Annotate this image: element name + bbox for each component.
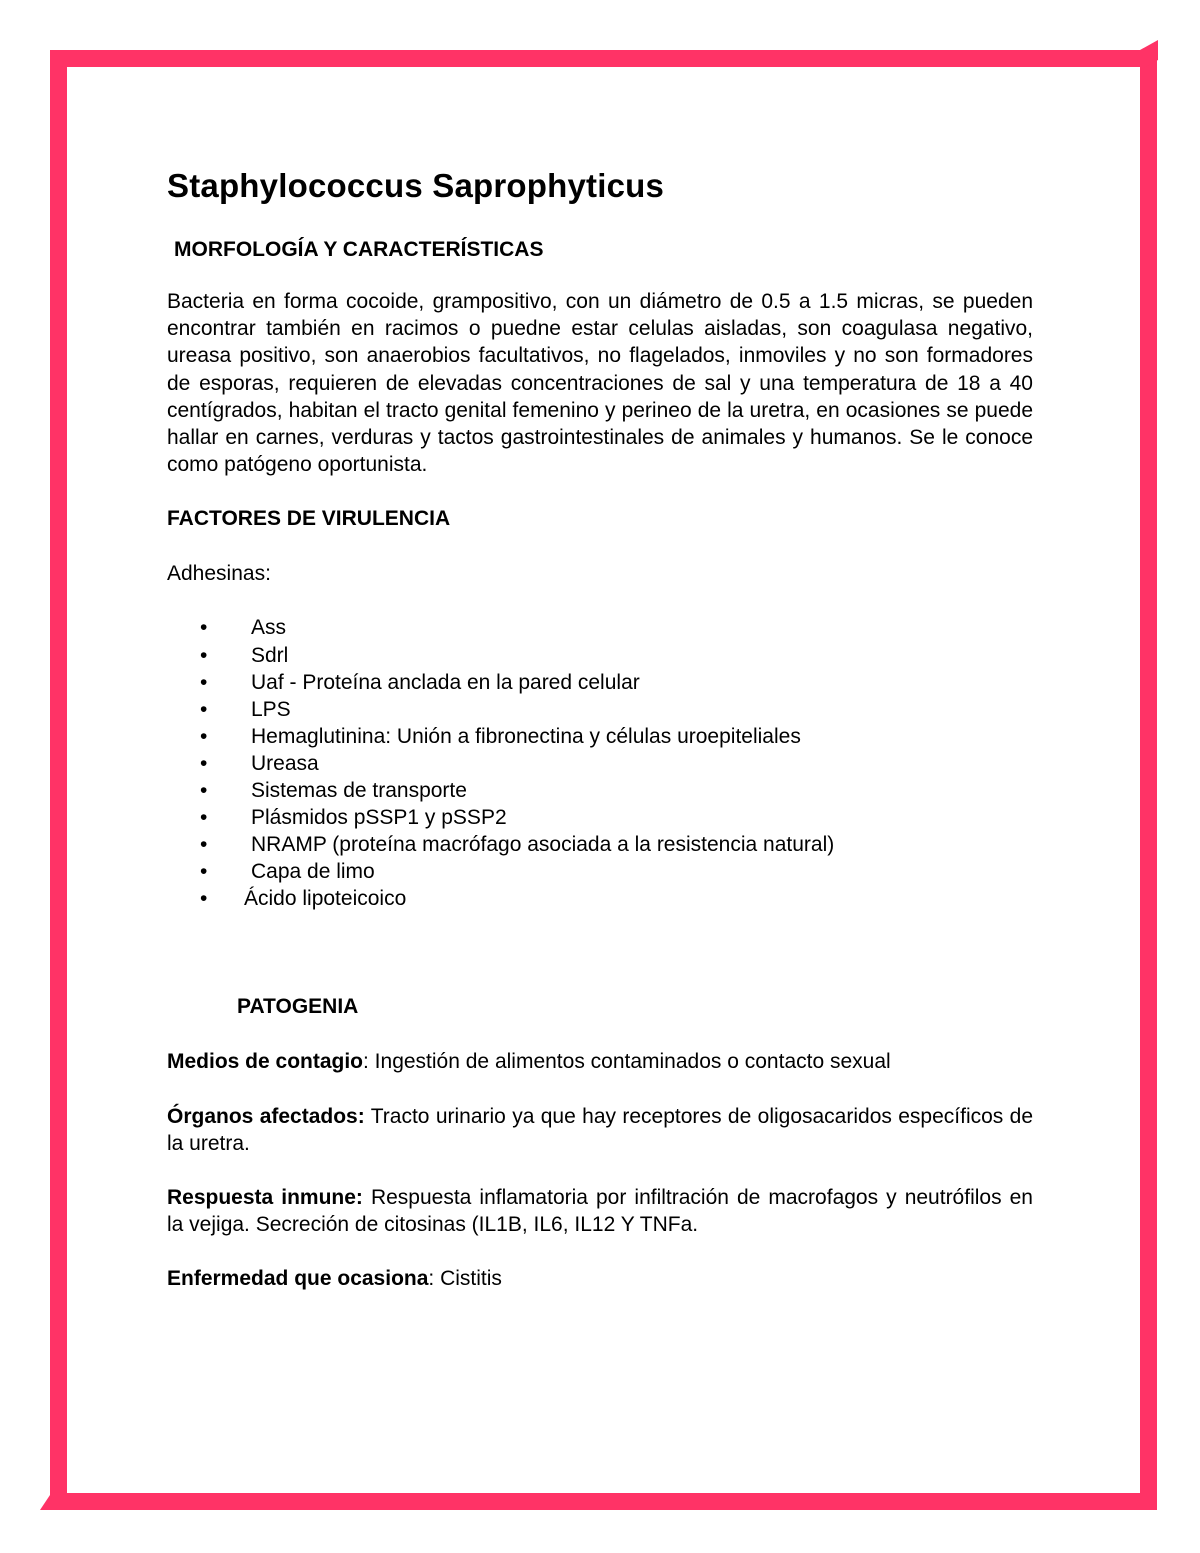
list-item-text: Sistemas de transporte — [251, 778, 467, 802]
document-body — [167, 166, 1033, 1293]
bullet-icon: • — [200, 833, 208, 857]
list-item-text: Plásmidos pSSP1 y pSSP2 — [251, 806, 507, 830]
disease-label: Enfermedad que ocasiona — [167, 1267, 429, 1291]
contagion-label: Medios de contagio — [167, 1050, 364, 1074]
list-item-text: NRAMP (proteína macrófago asociada a la resistencia natural) — [251, 833, 835, 857]
organs-paragraph — [167, 1103, 1033, 1157]
list-item-text: Ácido lipoteicoico — [244, 887, 407, 911]
list-item-text: Sdrl — [251, 643, 289, 667]
list-item — [167, 669, 1033, 696]
bullet-icon: • — [200, 616, 208, 640]
bullet-icon: • — [200, 887, 208, 911]
bullet-icon: • — [200, 806, 208, 830]
bullet-icon: • — [200, 697, 208, 721]
list-item-text: Capa de limo — [251, 860, 375, 884]
list-item — [167, 831, 1033, 858]
bullet-icon: • — [200, 778, 208, 802]
document-title: Staphylococcus Saprophyticus — [167, 167, 665, 204]
bullet-icon: • — [200, 751, 208, 775]
morphology-heading: MORFOLOGÍA Y CARACTERÍSTICAS — [174, 238, 544, 261]
contagion-text: : Ingestión de alimentos contaminados o contacto sexual — [363, 1050, 891, 1074]
morphology-paragraph: Bacteria en forma cocoide, grampositivo, con un diámetro de 0.5 a 1.5 micras, se pueden encontrar también en racimos o puedne estar celulas aisladas, son coagulasa negativo, ureasa positivo, son anaerobios facultativos, no flagelados, inmoviles y no son formadores de esporas, requieren de elevadas concentraciones de sal y una temperatura de 18 a 40 centígrados, habitan el tracto genital femenino y perineo de la uretra, en ocasiones se puede hallar en carnes, verduras y tactos gastrointestinales de animales y humanos. Se le conoce como patógeno oportunista. — [167, 290, 1033, 477]
list-item — [167, 777, 1033, 804]
list-item-text: LPS — [251, 697, 291, 721]
list-item — [167, 614, 1033, 641]
virulence-heading: FACTORES DE VIRULENCIA — [167, 507, 451, 531]
bullet-icon: • — [200, 643, 208, 667]
organs-text: Tracto urinario ya que hay receptores de oligosacaridos específicos de la uretra. — [167, 1104, 1034, 1155]
bullet-icon: • — [200, 724, 208, 748]
organs-label: Órganos afectados: — [167, 1104, 365, 1128]
bullet-icon: • — [200, 670, 208, 694]
immune-label: Respuesta inmune: — [167, 1186, 363, 1210]
list-item — [167, 696, 1033, 723]
list-item-text: Uaf - Proteína anclada en la pared celular — [251, 670, 640, 694]
list-item — [167, 723, 1033, 750]
list-item-text: Ass — [251, 616, 287, 640]
immune-paragraph — [167, 1184, 1033, 1238]
virulence-factor-list — [167, 614, 1033, 912]
contagion-paragraph — [167, 1048, 1033, 1075]
bullet-icon: • — [200, 860, 208, 884]
disease-paragraph — [167, 1265, 1033, 1292]
list-item — [167, 750, 1033, 777]
adhesins-label: Adhesinas: — [167, 562, 271, 586]
list-item-text: Hemaglutinina: Unión a fibronectina y células uroepiteliales — [251, 724, 801, 748]
immune-text: Respuesta inflamatoria por infiltración de macrofagos y neutrófilos en la vejiga. Secreción de citosinas (IL1B, IL6, IL12 Y TNFa. — [167, 1186, 1033, 1237]
disease-text: : Cistitis — [428, 1267, 502, 1291]
list-item — [167, 642, 1033, 669]
list-item — [167, 885, 1033, 912]
pathogenesis-heading: PATOGENIA — [237, 995, 359, 1019]
list-item-text: Ureasa — [251, 751, 319, 775]
list-item — [167, 804, 1033, 831]
list-item — [167, 858, 1033, 885]
